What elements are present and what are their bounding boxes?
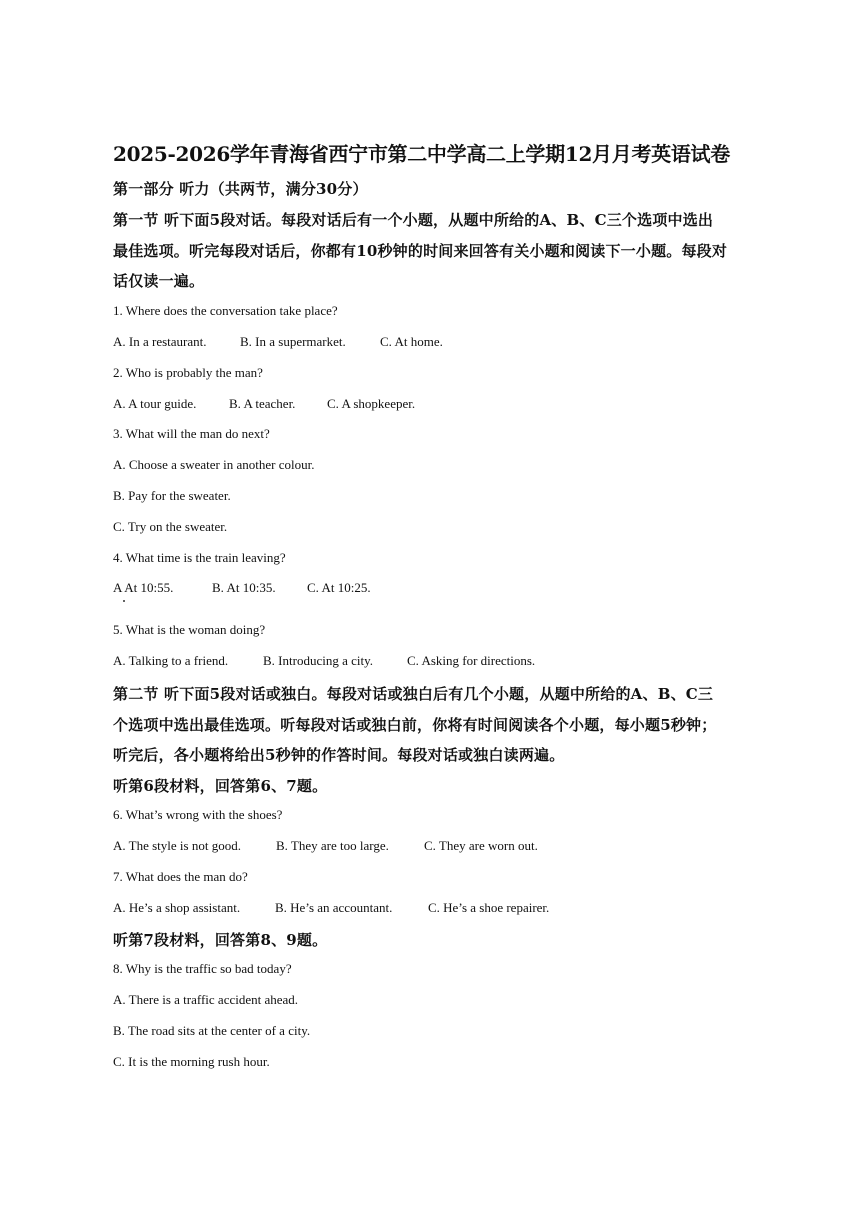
q5-option-c: C. Asking for directions. <box>407 653 536 668</box>
question-2: 2. Who is probably the man? <box>113 365 263 380</box>
section2-instructions-line2: 个选项中选出最佳选项。听每段对话或独白前，你将有时间阅读各个小题，每小题5秒钟； <box>113 716 717 734</box>
stray-dot-mark <box>123 600 125 602</box>
question-4: 4. What time is the train leaving? <box>113 550 286 565</box>
question-8: 8. Why is the traffic so bad today? <box>113 961 292 976</box>
q3-option-b: B. Pay for the sweater. <box>113 488 231 503</box>
q6-option-c: C. They are worn out. <box>424 838 538 853</box>
q1-option-b: B. In a supermarket. <box>240 334 346 349</box>
q4-option-c: C. At 10:25. <box>307 580 371 595</box>
q3-option-c: C. Try on the sweater. <box>113 519 228 534</box>
q3-option-a: A. Choose a sweater in another colour. <box>113 457 315 472</box>
section1-instructions-line3: 话仅读一遍。 <box>113 272 205 290</box>
q8-option-a: A. There is a traffic accident ahead. <box>113 992 299 1007</box>
part1-heading: 第一部分 听力（共两节，满分30分） <box>113 180 368 198</box>
q7-option-a: A. He’s a shop assistant. <box>113 900 241 915</box>
q4-option-a: A At 10:55. <box>113 580 174 595</box>
q5-option-a: A. Talking to a friend. <box>113 653 229 668</box>
question-6: 6. What’s wrong with the shoes? <box>113 807 283 822</box>
exam-title: 2025-2026学年青海省西宁市第二中学高二上学期12月月考英语试卷 <box>113 142 730 166</box>
q6-option-b: B. They are too large. <box>276 838 389 853</box>
q8-option-b: B. The road sits at the center of a city. <box>113 1023 311 1038</box>
question-3: 3. What will the man do next? <box>113 426 270 441</box>
question-1: 1. Where does the conversation take place? <box>113 303 338 318</box>
question-5: 5. What is the woman doing? <box>113 622 266 637</box>
q5-option-b: B. Introducing a city. <box>263 653 373 668</box>
q2-option-a: A. A tour guide. <box>113 396 197 411</box>
q7-option-c: C. He’s a shoe repairer. <box>428 900 550 915</box>
q1-option-a: A. In a restaurant. <box>113 334 207 349</box>
q7-option-b: B. He’s an accountant. <box>275 900 393 915</box>
q4-option-b: B. At 10:35. <box>212 580 276 595</box>
material-6-heading: 听第6段材料，回答第6、7题。 <box>113 777 328 795</box>
question-7: 7. What does the man do? <box>113 869 248 884</box>
section1-instructions-line1: 第一节 听下面5段对话。每段对话后有一个小题，从题中所给的A、B、C三个选项中选出 <box>113 211 714 229</box>
material-7-heading: 听第7段材料，回答第8、9题。 <box>113 931 328 949</box>
q6-option-a: A. The style is not good. <box>113 838 241 853</box>
q2-option-b: B. A teacher. <box>229 396 296 411</box>
section2-instructions-line3: 听完后，各小题将给出5秒钟的作答时间。每段对话或独白读两遍。 <box>113 746 565 764</box>
q1-option-c: C. At home. <box>380 334 443 349</box>
section1-instructions-line2: 最佳选项。听完每段对话后，你都有10秒钟的时间来回答有关小题和阅读下一小题。每段对 <box>113 242 728 260</box>
q2-option-c: C. A shopkeeper. <box>327 396 416 411</box>
q8-option-c: C. It is the morning rush hour. <box>113 1054 270 1069</box>
section2-instructions-line1: 第二节 听下面5段对话或独白。每段对话或独白后有几个小题，从题中所给的A、B、C三 <box>113 685 714 703</box>
